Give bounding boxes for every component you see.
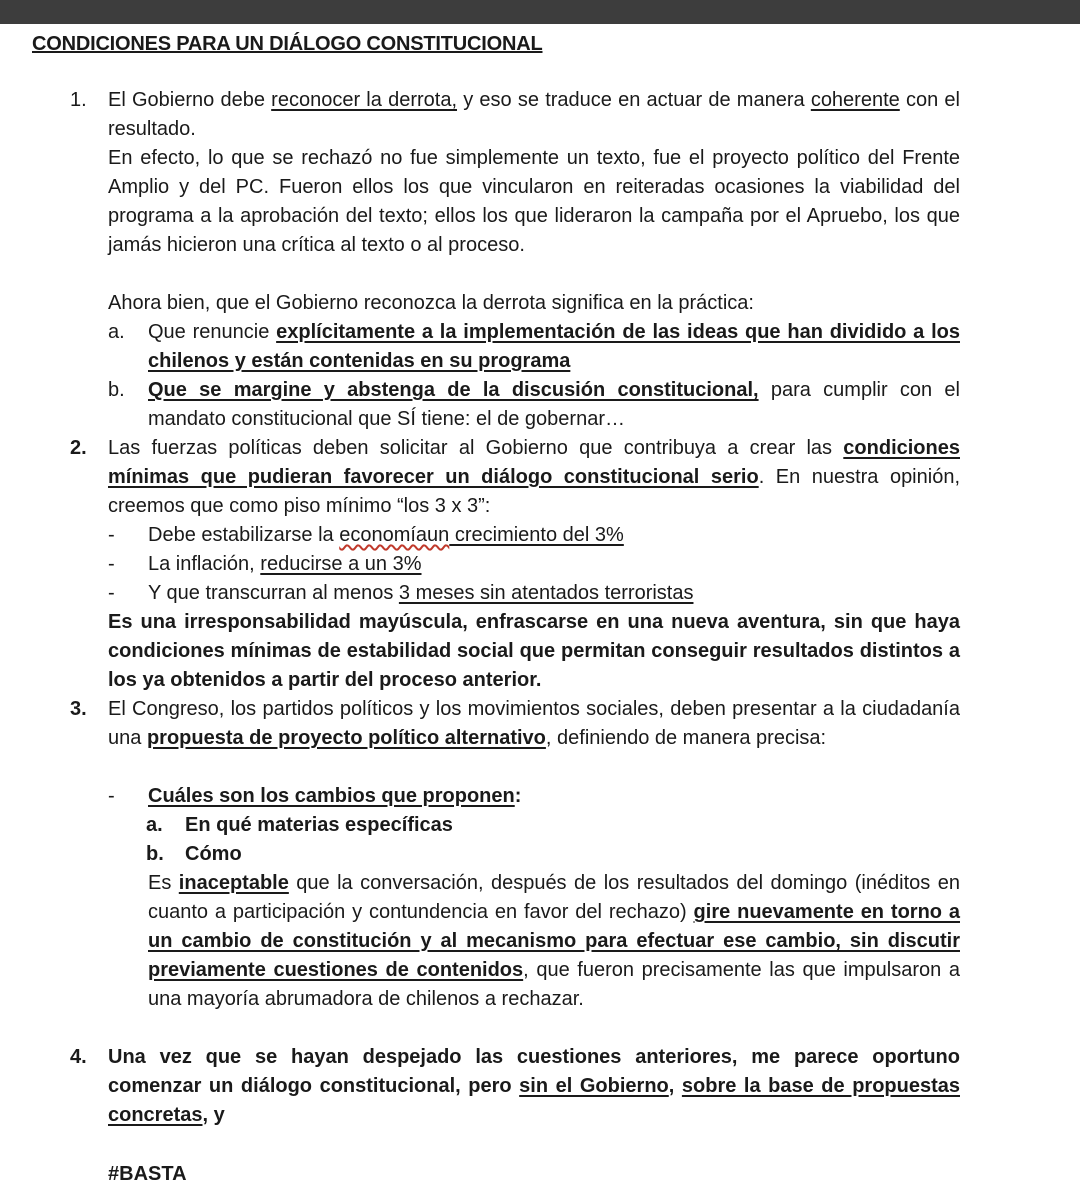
dash-marker: - [108,582,115,604]
item-3-dash: Cuáles son los cambios que proponen: [148,785,522,807]
item-2-dash-1: Debe estabilizarse la economíaun crecimiento del 3% [148,524,624,546]
document-page [0,24,1080,1194]
item-3a-marker: a. [146,814,163,836]
item-4-paragraph: Una vez que se hayan despejado las cuestiones anteriores, me parece oportuno comenzar un diálogo constitucional, pero sin el Gobierno, sobre la base de propuestas concretas, y [108,1046,960,1126]
item-3-paragraph: El Congreso, los partidos políticos y los movimientos sociales, deben presentar a la ciudadanía una propuesta de proyecto político alternativo, definiendo de manera precisa: [108,698,960,749]
top-bar [0,0,1080,24]
item-1b-text: Que se margine y abstenga de la discusión constitucional, para cumplir con el mandato constitucional que SÍ tiene: el de gobernar… [148,379,960,430]
dash-marker: - [108,785,115,807]
item-2-dash-2: La inflación, reducirse a un 3% [148,553,422,575]
item-3-inaceptable-paragraph: Es inaceptable que la conversación, después de los resultados del domingo (inéditos en cuanto a participación y contundencia en favor del rechazo) gire nuevamente en torno a un cambio de constitución y al mecanismo para efectuar ese cambio, sin discutir previamente cuestiones de contenidos, que fueron precisamente las que impulsaron a una mayoría abrumadora de chilenos a rechazar. [148,872,960,1010]
item-2-bold-statement: Es una irresponsabilidad mayúscula, enfrascarse en una nueva aventura, sin que haya condiciones mínimas de estabilidad social que permitan conseguir resultados distintos a los ya obtenidos a partir del proceso anterior. [108,611,960,691]
item-2-number: 2. [70,437,87,459]
item-1-practice: Ahora bien, que el Gobierno reconozca la derrota significa en la práctica: [108,292,754,314]
dash-marker: - [108,524,115,546]
item-1a-marker: a. [108,321,125,343]
item-2-paragraph: Las fuerzas políticas deben solicitar al Gobierno que contribuya a crear las condiciones mínimas que pudieran favorecer un diálogo constitucional serio. En nuestra opinión, creemos que como piso mínimo “los 3 x 3”: [108,437,960,517]
item-3b-text: Cómo [185,843,242,865]
item-3a-text: En qué materias específicas [185,814,453,836]
item-4-number: 4. [70,1046,87,1068]
item-3b-marker: b. [146,843,164,865]
item-2-dash-3: Y que transcurran al menos 3 meses sin atentados terroristas [148,582,694,604]
item-3-number: 3. [70,698,87,720]
hashtag: #BASTA [108,1163,187,1185]
item-1-number: 1. [70,89,87,111]
item-1-intro: El Gobierno debe reconocer la derrota, y eso se traduce en actuar de manera coherente con el resultado. [108,89,960,140]
item-1b-marker: b. [108,379,125,401]
dash-marker: - [108,553,115,575]
document-title: CONDICIONES PARA UN DIÁLOGO CONSTITUCIONAL [32,33,543,55]
item-1-paragraph: En efecto, lo que se rechazó no fue simplemente un texto, fue el proyecto político del Frente Amplio y del PC. Fueron ellos los que vincularon en reiteradas ocasiones la viabilidad del programa a la aprobación del texto; ellos los que lideraron la campaña por el Apruebo, los que jamás hicieron una crítica al texto o al proceso. [108,147,960,256]
item-1a-text: Que renuncie explícitamente a la implementación de las ideas que han dividido a los chilenos y están contenidas en su programa [148,321,960,372]
